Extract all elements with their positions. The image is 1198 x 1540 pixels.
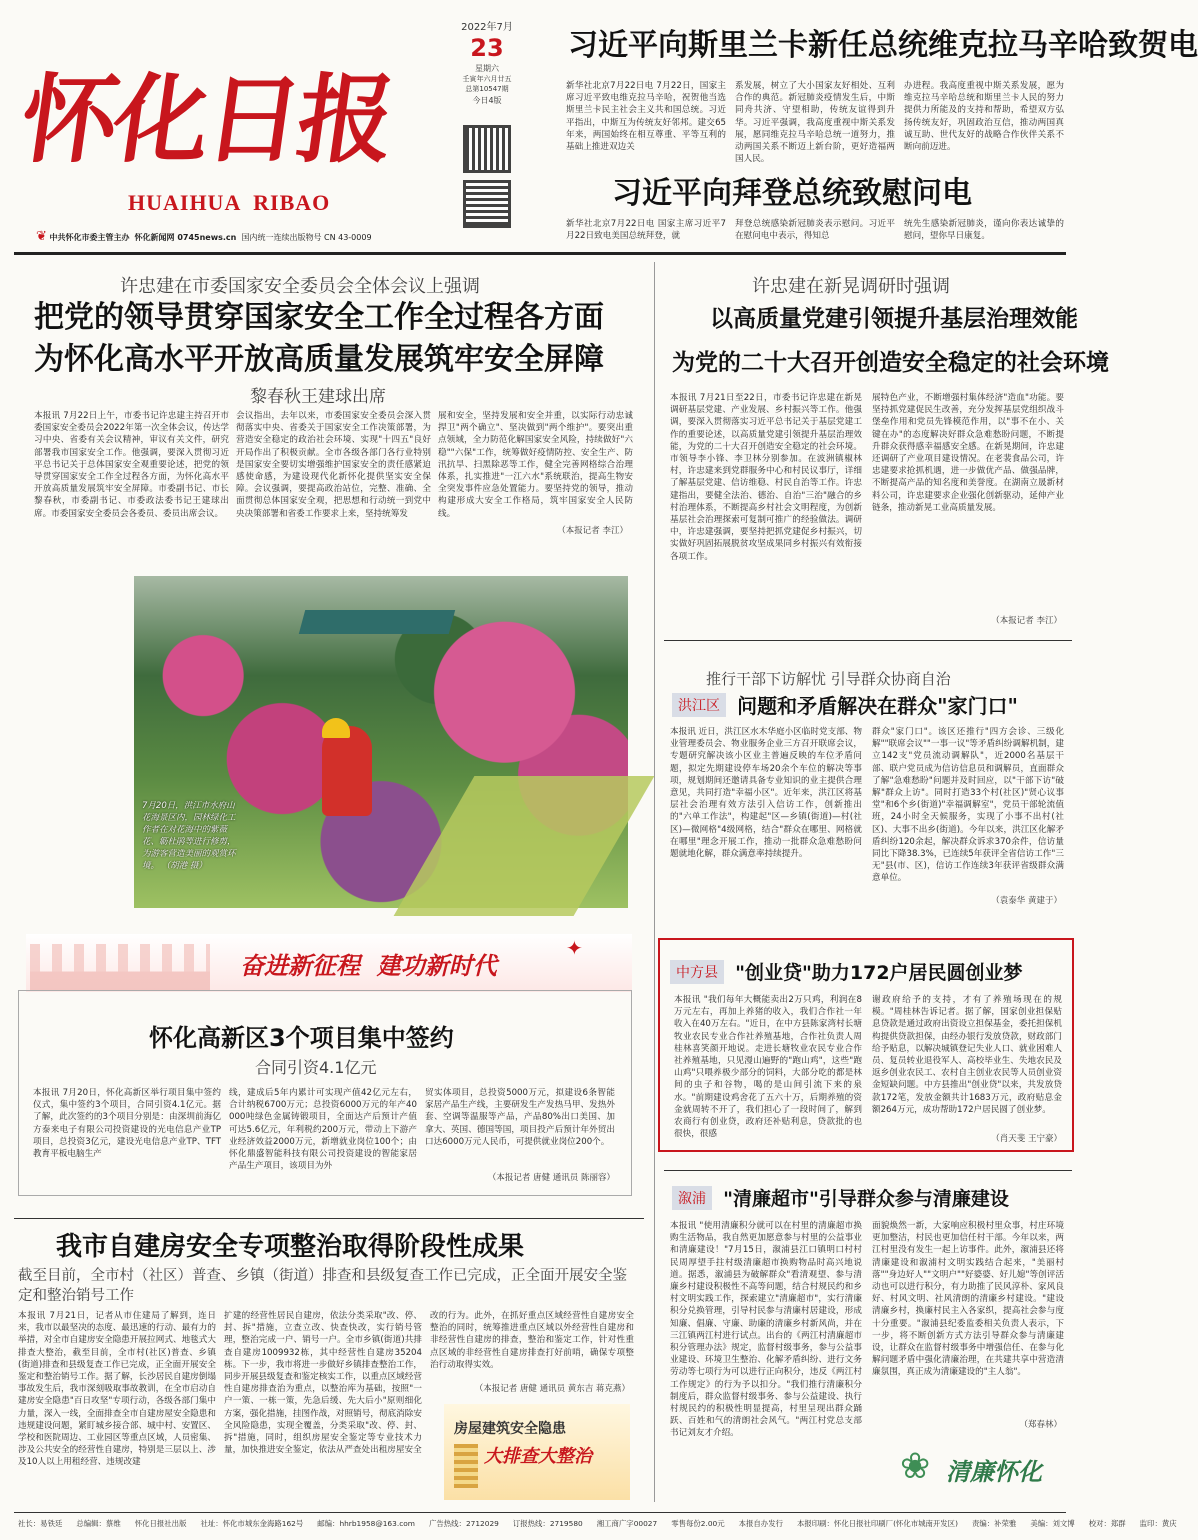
footer-item: 本报印刷：怀化日报社印刷厂(怀化市城南开发区) [796,1519,958,1528]
footer-item: 订报热线：2719580 [512,1519,583,1528]
housing-col-2: 扩建的经营性居民自建房，依法分类采取"改、停、封、拆"措施，立查立改、快查快改，实行销号管理，整治完成一户、销号一户。全市乡镇(街道)共排查自建房1009932栋，其中经营性自建房35204栋。下一步，我市将进一步做好乡镇排查整治工作，同步开展县级复查和鉴定核实工作，以重点区域经营性自建房排查治为重点，以整治库为基础，按照"一户一策、一栋一策，先急后缓、先大后小"原则细化方案，强化措施，挂图作战，对照销号，彻底消除安全风险隐患，实现全覆盖，分类采取"改、停、封、拆"措施，同时，组织房屋安全鉴定等专业技术力量，加快推进安全鉴定，依法从严查处出租房屋安全 [224,1311,422,1456]
dove-icon: ✦ [566,936,583,960]
grass-path [394,776,655,916]
divider [14,1218,644,1219]
flower-garden-photo [134,576,628,908]
housing-ad-line1: 房屋建筑安全隐患 [454,1421,566,1437]
lianjian-col-2: 面貌焕然一新，大家响应积极村里众事，村庄环境更加整洁，村民也更加信任村干部。今年以来，两江村里没有发生一起上访事件。此外，溆浦县还将清廉建设和溆浦村文明实践结合起来，"美丽村落""身边好人""文明户""好婆婆、好儿媳"等创评活动也可以进行积分，有力助推了民风淳朴、家风良好、村风文明、社风清朗的清廉乡村建设。"建设清廉乡村，换廉村民主入各家织，提高社会参与度十分重要。"溆浦县纪委监委相关负责人表示，下一步，将不断创新方式方法引导群众参与清廉建设，让群众在监督村级事务中增强信任、在参与化解问题矛盾中强化清廉治理，在共建共享中营造清廉氛围，真正成为清廉建设的"主人翁"。 [872,1221,1064,1378]
footer-item: 责编：补荣雅 [971,1519,1017,1528]
cn-number: 国内统一连续出版物号 CN 43-0009 [241,233,372,242]
top-story-1-col-1: 新华社北京7月22日电 7月22日，国家主席习近平致电维克拉马辛哈，祝贺他当选斯里兰卡民主社会主义共和国总统。习近平指出，中斯互为传统友好邻邦。建交65年来，两国始终在相互尊重、平等互利的基础上推进双边关 [566,81,726,153]
security-attendees: 黎春秋王建球出席 [250,387,386,407]
qinglian-logo [900,1440,1066,1496]
date-lunar: 壬寅年六月廿五 [462,75,512,83]
building-icon [454,1444,478,1488]
zhongfang-col-1: 本报讯 "我们每年大概能卖出2万只鸡，利润在8万元左右，再加上养猪的收入，我们合作社一年收入在40万左右。"近日，在中方县陈家湾村长塘牧业农民专业合作社养殖基地，合作社负责人周桂林喜笑颜开地说。走进长塘牧业农民专业合作社养殖基地，只见漫山遍野的"跑山鸡"，这些"跑山鸡"只喂养极少部分的饲料，大部分吃的都是林间的虫子和谷物，喝的是山间引流下来的泉水。"前期建设鸡舍花了五六十万，后期养殖的资金就周转不开了，我们担心了一段时间了，解到农商行有创业贷，政府还补贴利息，贷款批的也很快，很感 [674,995,862,1140]
footer-item: 监印：黄庆 [1139,1519,1177,1528]
security-title-1: 把党的领导贯穿国家安全工作全过程各方面 [34,300,604,335]
housing-reporter: （本报记者 唐健 通讯员 黄东吉 蒋克燕） [474,1384,630,1394]
housing-col-3: 改的行为。此外，在抓好重点区域经营性自建房安全整治的同时，统筹推进重点区域以外经营性自建房和非经营性自建房的排查，整治和鉴定工作，针对性重点区域的非经营性自建房排查打好前哨，确保专项整治行动取得实效。 [430,1311,634,1370]
gaoxin-title: 怀化高新区3个项目集中签约 [149,1024,454,1052]
security-title-2: 为怀化高水平开放高质量发展筑牢安全屏障 [34,342,604,377]
footer-item: 湘工商广字00027 [596,1519,658,1528]
zhongfang-box [658,938,1074,1152]
masthead-info-line [36,229,456,244]
security-kicker: 许忠建在市委国家安全委员会全体会议上强调 [120,276,480,297]
footer-item: 总编辑：蔡维 [76,1519,121,1528]
qinglian-logo-text: 清廉怀化 [946,1458,1042,1486]
website: 怀化新闻网 0745news.cn [134,233,237,242]
gardener-helmet [322,718,350,738]
footer-item: 广告热线：2712029 [428,1519,499,1528]
lotus-icon: ❀ [900,1446,931,1487]
footer-item: 美编：刘文博 [1030,1519,1075,1528]
footer-item: 社址：怀化市城东金海路162号 [200,1519,304,1528]
date-box [455,18,519,124]
lianjian-reporter: （郑春林） [1019,1420,1062,1430]
masthead-logo: 怀化日报 [14,63,399,176]
housing-ad [444,1404,630,1500]
date-day: 23 [470,34,504,62]
footer-item: 零售每份2.00元 [671,1519,725,1528]
masthead-pinyin: HUAIHUA RIBAO [128,190,331,215]
footer-divider [14,1512,1066,1513]
zhongfang-reporter: （肖天斐 王宁豪） [991,1134,1062,1144]
lianjian-col-1: 本报讯 "使用清廉积分就可以在村里的清廉超市换购生活物品，我自然更加愿意参与村里的公益事业和清廉建设！"7月15日，溆浦县江口镇明口村村民周厚望手拄村级清廉超市换购物品时高兴地说道。据悉，溆浦县为破解群众"看清观望、参与清廉乡村建设积极性不高等问题，结合村规民约和乡村文明实践工作，探索建立"清廉超市"，实行清廉积分兑换管理，引导村民参与清廉村居建设，形成知廉、倡廉、守廉、助廉的清廉乡村新风尚，并在三江镇两江村进行试点。出台的《两江村清廉超市积分管理办法》规定，监督村级事务，参与公益事业建设、环境卫生整治、化解矛盾纠纷、进行文务劳动等七项行为可以进行正向积分，违反《两江村工作规定》的行为予以扣分。"我们推行清廉积分制度后，群众监督村级事务、参与公益建设、执行村规民约的积极性明显提高，村里呈现出群众踊跃、百姓和气的清朗社会风气。"两江村党总支部书记刘友才介绍。 [670,1221,862,1439]
date-weekday: 星期六 [475,64,499,73]
hongjiang-title: 问题和矛盾解决在群众"家门口" [737,694,1018,718]
zhongfang-col-2: 谢政府给予的支持，才有了养殖场现在的规模。"周桂林告诉记者。据了解，国家创业担保贴息贷款是通过政府出资设立担保基金，委托担保机构提供贷款担保，由经办银行发放贷款，财政部门给予贴息，以解决城镇登记失业人口、就业困难人员、复员转业退役军人、高校毕业生、失地农民及返乡创业农民工、农村自主创业农民等人员创业资金短缺问题。中方县推出"创业贷"以来，共发放贷款172笔，发放金额共计1683万元，政府贴息金额264万元，成功帮助172户居民圆了创业梦。 [872,995,1062,1115]
gaoxin-reporter: （本报记者 唐健 通讯员 陈丽容） [487,1173,615,1183]
top-story-1-col-3: 办进程。我高度重视中斯关系发展，愿为维克拉马辛哈总统和斯里兰卡人民的努力提供力所能及的支持和帮助，希望双方弘扬传统友好，巩固政治互信，推动两国真诚互助、世代友好的战略合作伙伴关系不断向前迈进。 [904,81,1064,153]
gaoxin-subtitle: 合同引资4.1亿元 [255,1058,377,1077]
security-reporter: （本报记者 李江） [557,526,628,536]
pavilion-roof [299,610,455,634]
top-story-2-col-1: 新华社北京7月22日电 国家主席习近平7月22日致电美国总统拜登，就 [566,219,726,242]
masthead-divider [14,252,1066,255]
column-divider [654,262,655,1502]
top-story-2-col-3: 统先生感染新冠肺炎，谨向你表达诚挚的慰问，望你早日康复。 [904,219,1064,242]
banner-strip [26,934,632,992]
zhongfang-title: "创业贷"助力172户居民圆创业梦 [735,962,1023,984]
top-story-1-title: 习近平向斯里兰卡新任总统维克拉马辛哈致贺电 [568,28,1198,63]
top-story-2-col-2: 拜登总统感染新冠肺炎表示慰问。习近平在慰问电中表示，得知总 [735,219,895,242]
divider [664,1170,1072,1171]
lianjian-headline [672,1184,1009,1211]
masthead [0,0,1198,258]
banner-text: 奋进新征程 建功新时代 [240,952,497,980]
governance-kicker: 许忠建在新晃调研时强调 [752,276,950,297]
gaoxin-col-3: 贸实体项目，总投资5000万元，拟建设6条智能家居产品生产线，主要研发生产发热马甲、发热外套、空调等温服等产品，产品80%出口美国、加拿大、英国、德国等国，项目投产后预计年外贸出口达6000万元人民币，可提供就业岗位200个。 [425,1088,615,1147]
page-count: 今日4版 [472,96,502,105]
hongjiang-col-1: 本报讯 近日，洪江区水木华庭小区临时党支部、物业管理委员会、物业服务企业三方召开联席会议，专题研究解决该小区业主普遍反映的车位矛盾问题，拟定先期建设停车场20余个车位的解决等事项，规划期间还邀请具备专业知识的业主提供合理意见，共同打造"幸福小区"。近年来，洪江区将基层社会治理有效方法引入信访工作，创新推出的"六单工作法"，构建起"区—乡镇(街道)—村(社区)—微网格"4级网格，结合"群众在哪里、网格就在哪里"理念开展工作，推动一批群众急难愁盼问题就地化解，群众满意率持续提升。 [670,727,862,860]
governance-reporter: （本报记者 李江） [991,616,1062,626]
footer-item: 校对：郑群 [1088,1519,1126,1528]
footer [18,1518,1177,1529]
housing-col-1: 本报讯 7月21日，记者从市住建局了解到，连日来，我市以最坚决的态度、最迅速的行动、最有力的举措，对全市自建房安全隐患开展拉网式、地毯式大排查大整治，截至目前，全市村(社区)普查、乡镇(街道)排查和县级复查工作已完成，正全面开展安全鉴定和整治销号工作。据了解，长沙居民自建房倒塌事故发生后，我市深刻吸取事故教训，在全市启动自建房安全隐患"百日攻坚"专项行动，各级各部门集中力量，深入一线，全面排查全市自建房屋安全隐患和违规建设问题，紧盯城乡接合部、城中村、安置区、学校和医院周边、工业园区等重点区域，人员密集、涉及公共安全的经营性自建房，特别是三层以上、涉及10人以上用租经营、违规改建 [18,1311,216,1468]
gaoxin-box [18,990,632,1196]
governance-title-2: 为党的二十大召开创造安全稳定的社会环境 [672,350,1109,376]
photo-caption-text: 7月20日，洪江市水府山花海景区内，园林绿化工作者在对花海中的紫薇花、簕杜鹃等进行修剪，为游客营造美丽的观赏环境。 [142,801,236,871]
governance-col-2: 展特色产业，不断增强村集体经济"造血"功能。要坚持抓党建促民生改善，充分发挥基层党组织战斗堡垒作用和党员先锋模范作用，以"事不在小、关键在办"的态度解决好群众急难愁盼问题，不断提升群众获得感幸福感安全感。在新晃期间，许忠建还调研了产业项目建设情况。在老裴食品公司，许忠建要求抢抓机遇，进一步做优产品、做强品牌，不断提高产品的知名度和美誉度。在湖南立晟新材料公司，许忠建要求企业强化创新驱动，延伸产业链条，推动新晃工业高质量发展。 [872,393,1064,513]
hongjiang-kicker: 推行干部下访解忧 引导群众协商自治 [706,670,951,688]
footer-item: 本报自办发行 [738,1519,783,1528]
footer-item: 邮编：hhrb1958@163.com [317,1519,415,1528]
gardener-figure [322,726,372,816]
governance-title-1: 以高质量党建引领提升基层治理效能 [710,306,1078,332]
photo-credit: （胡港 摄） [161,861,207,871]
hongjiang-tag: 洪江区 [672,693,726,717]
governance-col-1: 本报讯 7月21日至22日，市委书记许忠建在新晃调研基层党建、产业发展、乡村振兴等工作。他强调，要深入贯彻落实习近平总书记关于基层党建工作的重要论述，以高质量党建引领提升基层治理效能，为党的二十大召开创造安全稳定的社会环境。市领导李小锋、李卫林分别参加。在波洲镇椒林村，许忠建来到党群服务中心和村民议事厅，详细了解基层党建、信访维稳、村民自治等工作。许忠建指出，要健全法治、德治、自治"三治"融合的乡村治理体系，不断提高乡村社会文明程度，为创新基层社会治理探索可复制可推广的经验做法。调研中，许忠建强调，要坚持把抓党建促乡村振兴，切实做好巩固拓展脱贫攻坚成果同乡村振兴有效衔接各项工作。 [670,393,862,562]
sponsor: 中共怀化市委主管主办 [49,233,130,242]
hongjiang-headline [672,690,1072,719]
gaoxin-col-2: 线，建成后5年内累计可实现产值42亿元左右，合计纳税6700万元；总投资6000万元的年产40000吨绿色金属铸锻项目，全面达产后预计产值可达5.6亿元，年利税约200万元，带动上下游产业经济效益2000万元，新增就业岗位100个；由怀化鼎盛智能科技有限公司投资建设的智能家居产品生产项目，该项目为外 [229,1088,417,1172]
housing-title: 我市自建房安全专项整治取得阶段性成果 [56,1232,525,1262]
photo-caption [142,800,242,900]
lianjian-title: "清廉超市"引导群众参与清廉建设 [723,1188,1009,1210]
security-col-3: 展和安全，坚持发展和安全并重，以实际行动忠诚捍卫"两个确立"、坚决做到"两个维护"。要突出重点领域，全力防范化解国家安全风险，持续做好"六稳""六保"工作，统筹做好疫情防控、安全生产、防汛抗旱、扫黑除恶等工作，健全完善网格综合治理体系，扎实推进"一江六水"系统联治，提高生物安全突发事件应急处置能力。要坚持党的领导，推动构建形成大安全工作格局，筑牢国家安全人民防线。 [438,411,633,519]
qr-code [463,125,511,173]
divider [664,640,1072,641]
hongjiang-col-2: 群众"家门口"。该区还推行"四方会诊、三级化解""联席会议""一事一议"等矛盾纠纷调解机制，建立142支"党员流动调解队"，近2000名基层干部、联户党员成为信访信息员和调解员，直面群众了解"急难愁盼"问题并及时回应，以"干部下访"破解"群众上访"。同时打造33个村(社区)"贤心议事堂"和6个乡(街道)"幸福调解室"，党员干部轮流值班，24小时全天候服务，实现了小事不出村(社区)、大事不出乡(街道)。今年以来，洪江区化解矛盾纠纷120余起，解决群众诉求370余件，信访量同比下降38.3%，已连续5年获评全省信访工作"三无"县(市、区)，信访工作连续3年获评省级群众满意单位。 [872,727,1064,884]
security-col-1: 本报讯 7月22日上午，市委书记许忠建主持召开市委国家安全委员会2022年第一次全体会议，传达学习中央、省委有关会议精神，审议有关文件，研究部署我市国家安全工作。他强调，要深入贯彻习近平总书记关于总体国家安全观重要论述，把党的领导贯穿国家安全工作全过程各方面，为怀化高水平开放高质量发展筑牢安全屏障。市委副书记、市长黎春秋，市委副书记、市委政法委书记王建球出席。市委国家安全委员会各委员、委员出席会议。 [34,411,229,519]
lianjian-tag: 溆浦 [672,1186,712,1210]
issue-number: 总第10547期 [465,85,509,93]
gaoxin-col-1: 本报讯 7月20日，怀化高新区举行项目集中签约仪式，集中签约3个项目，合同引资4.1亿元。据了解，此次签约的3个项目分别是：由深圳前海亿方泰来电子有限公司投资建设的光电信息产业TP项目，总投资3亿元，建设光电信息产业TP、TFT教育平板电脑生产 [33,1088,221,1160]
footer-item: 怀化日报社出版 [134,1519,187,1528]
date-year-month: 2022年7月 [461,22,513,33]
footer-item: 社长：易铁廷 [18,1519,63,1528]
zhongfang-tag: 中方县 [670,960,724,984]
security-col-2: 会议指出，去年以来，市委国家安全委员会深入贯彻落实中央、省委关于国家安全工作决策部署，为营造安全稳定的政治社会环境、实现"十四五"良好开局作出了积极贡献。全市各级各部门各行业特别是国家安全要切实增强维护国家安全的责任感紧迫感使命感，为建设现代化新怀化提供坚实安全保障。会议强调，要提高政治站位，完整、准确、全面贯彻总体国家安全观，把思想和行动统一到党中央决策部署和省委工作要求上来，坚持统筹发 [236,411,431,519]
hongjiang-reporter: （袁泰华 黄建于） [991,896,1062,906]
top-story-1-col-2: 系发展，树立了大小国家友好相处、互利合作的典范。新冠肺炎疫情发生后，中斯同舟共济、守望相助，传统友谊得到升华。习近平强调，我高度重视中斯关系发展，愿同维克拉马辛哈总统一道努力，推动两国关系不断迈上新台阶，更好造福两国人民。 [735,81,895,165]
top-story-2-title: 习近平向拜登总统致慰问电 [612,176,972,211]
zhongfang-headline [670,958,1023,985]
housing-ad-line2: 大排查大整治 [484,1446,592,1467]
skyline-graphic [30,944,210,990]
logo-mark-icon: ❦ [36,229,47,244]
qr-code [463,180,511,228]
housing-subtitle: 截至目前，全市村（社区）普查、乡镇（街道）排查和县级复查工作已完成，正全面开展安全鉴定和整治销号工作 [18,1268,627,1304]
